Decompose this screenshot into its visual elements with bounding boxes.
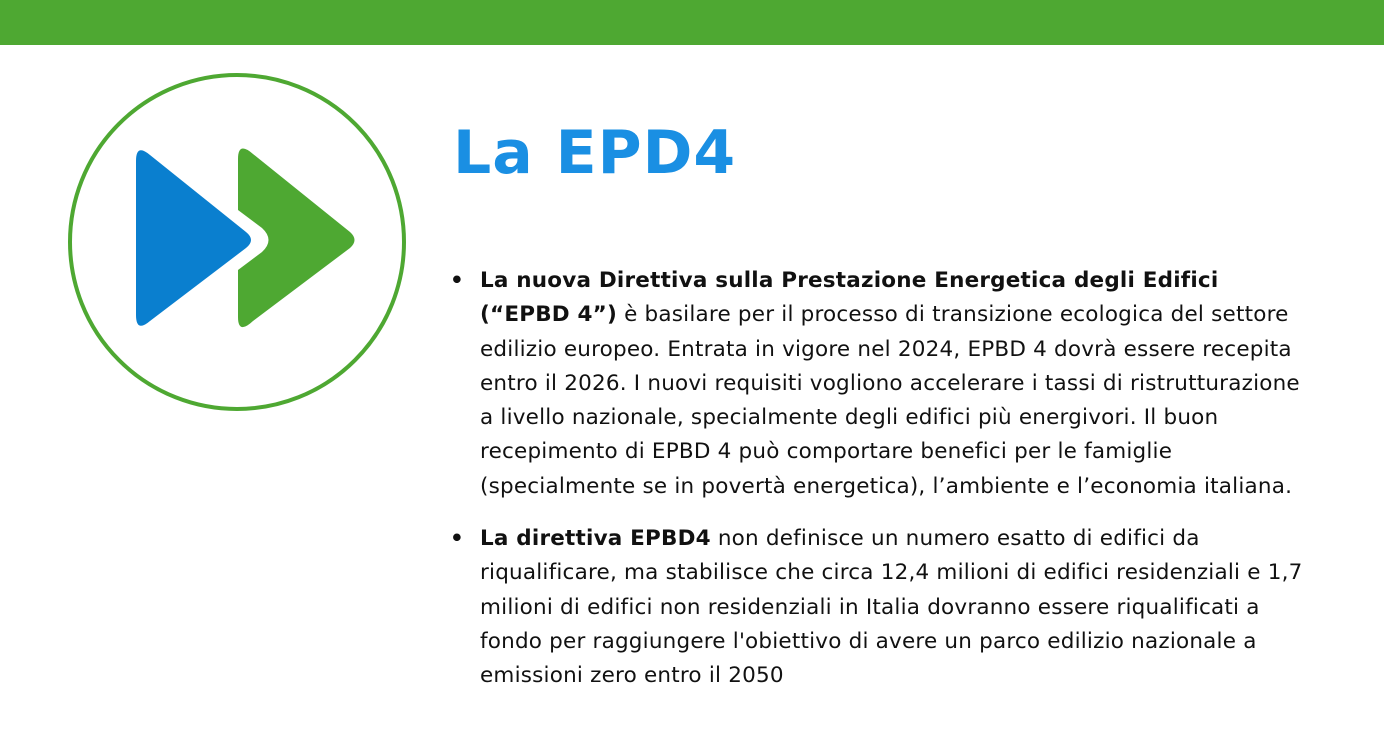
page-title: La EPD4 <box>453 118 737 188</box>
bullet-marker: • <box>450 268 464 293</box>
fast-forward-icon <box>66 71 408 413</box>
bullet-body-text: è basilare per il processo di transizione ecologica del settore edilizio europeo. Entrata in vigore nel 2024, EPBD 4 dovrà essere recepita entro il 2026. I nuovi requisiti vogliono accelerare i tassi di ristrutturazione a livello nazionale, specialmente degli edifici più energivori. Il buon recepimento di EPBD 4 può comportare benefici per le famiglie (specialmente se in povertà energetica), l’ambiente e l’economia italiana. <box>480 302 1300 499</box>
bullet-item-directive <box>450 522 1310 693</box>
bullet-list <box>450 264 1310 712</box>
bullet-body-text: non definisce un numero esatto di edifici da riqualificare, ma stabilisce che circa 12,4 milioni di edifici residenziali e 1,7 milioni di edifici non residenziali in Italia dovranno essere riqualificati a fondo per raggiungere l'obiettivo di avere un parco edilizio nazionale a emissioni zero entro il 2050 <box>480 526 1303 689</box>
top-bar <box>0 0 1384 45</box>
bullet-item-epbd4 <box>450 264 1310 504</box>
bullet-bold-text: La nuova Direttiva sulla Prestazione Energetica degli Edifici (“EPBD 4”) <box>480 268 1219 328</box>
bullet-bold-text: La direttiva EPBD4 <box>480 526 711 552</box>
bullet-marker: • <box>450 526 464 552</box>
